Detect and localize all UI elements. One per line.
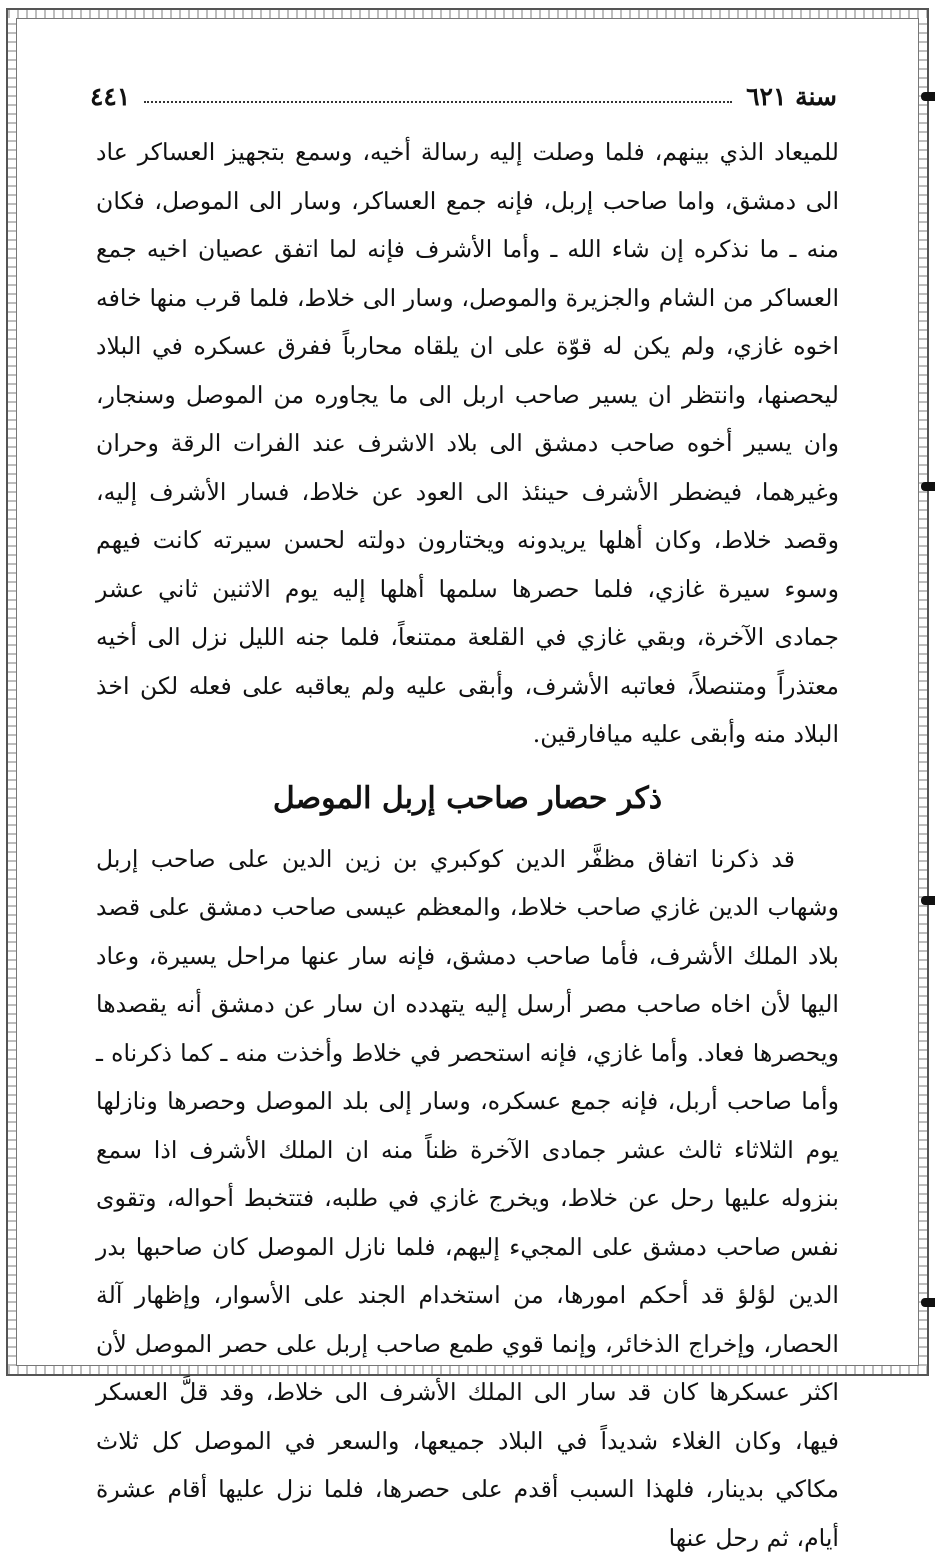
page-edge-mark (921, 896, 935, 905)
running-header (90, 78, 837, 114)
body-paragraph: للميعاد الذي بينهم، فلما وصلت إليه رسالة أخيه، وسمع بتجهيز العساكر عاد الى دمشق، واما صاحب إربل، فإنه جمع العساكر، وسار الى الموصل، فكان منه ـ ما نذكره إن شاء الله ـ وأما الأشرف فإنه لما اتفق عصيان اخيه جمع العساكر من الشام والجزيرة والموصل، وسار الى خلاط، فلما قرب منها خافه اخوه غازي، ولم يكن له قوّة على ان يلقاه محارباً ففرق عسكره في البلاد ليحصنها، وانتظر ان يسير صاحب اربل الى ما يجاوره من الموصل وسنجار، وان يسير أخوه صاحب دمشق الى بلاد الاشرف عند الفرات الرقة وحران وغيرهما، فيضطر الأشرف حينئذ الى العود عن خلاط، فسار الأشرف إليه، وقصد خلاط، وكان أهلها يريدونه ويختارون دولته لحسن سيرته كانت فيهم وسوء سيرة غازي، فلما حصرها سلمها أهلها إليه يوم الاثنين ثاني عشر جمادى الآخرة، وبقي غازي في القلعة ممتنعاً، فلما جنه الليل نزل الى أخيه معتذراً ومتنصلاً، فعاتبه الأشرف، وأبقى عليه ولم يعاقبه على فعله لكن اخذ البلاد منه وأبقى عليه ميافارقين. (96, 128, 839, 759)
body-paragraph: قد ذكرنا اتفاق مظفَّر الدين كوكبري بن زين الدين على صاحب إربل وشهاب الدين غازي صاحب خلاط، والمعظم عيسى صاحب دمشق على قصد بلاد الملك الأشرف، فأما صاحب دمشق، فإنه سار عنها مراحل يسيرة، وعاد اليها لأن اخاه صاحب مصر أرسل إليه يتهدده ان سار عن دمشق أنه يقصدها ويحصرها فعاد. وأما غازي، فإنه استحصر في خلاط وأخذت منه ـ كما ذكرناه ـ وأما صاحب أربل، فإنه جمع عسكره، وسار إلى بلد الموصل وحصرها ونازلها يوم الثلاثاء ثالث عشر جمادى الآخرة ظناً منه ان الملك الأشرف اذا سمع بنزوله عليها رحل عن خلاط، ويخرج غازي في طلبه، فتتخبط أحواله، وتقوى نفس صاحب دمشق على المجيء إليهم، فلما نازل الموصل كان صاحبها بدر الدين لؤلؤ قد أحكم امورها، من استخدام الجند على الأسوار، وإظهار آلة الحصار، وإخراج الذخائر، وإنما قوي طمع صاحب إربل على حصر الموصل لأن اكثر عسكرها كان قد سار الى الملك الأشرف الى خلاط، وقد قلَّ العسكر فيها، وكان الغلاء شديداً في البلاد جميعها، والسعر في الموصل كل ثلاث مكاكي بدينار، فلهذا السبب أقدم على حصرها، فلما نزل عليها أقام عشرة أيام، ثم رحل عنها (96, 835, 839, 1562)
page-number: ٤٤١ (90, 82, 130, 111)
header-year: سنة ٦٢١ (746, 82, 837, 111)
header-dot-leader (144, 101, 732, 103)
page-edge-mark (921, 92, 935, 101)
section-heading: ذكر حصار صاحب إربل الموصل (96, 777, 839, 821)
page-body (96, 128, 839, 1562)
page-edge-mark (921, 1298, 935, 1307)
page-edge-mark (921, 482, 935, 491)
